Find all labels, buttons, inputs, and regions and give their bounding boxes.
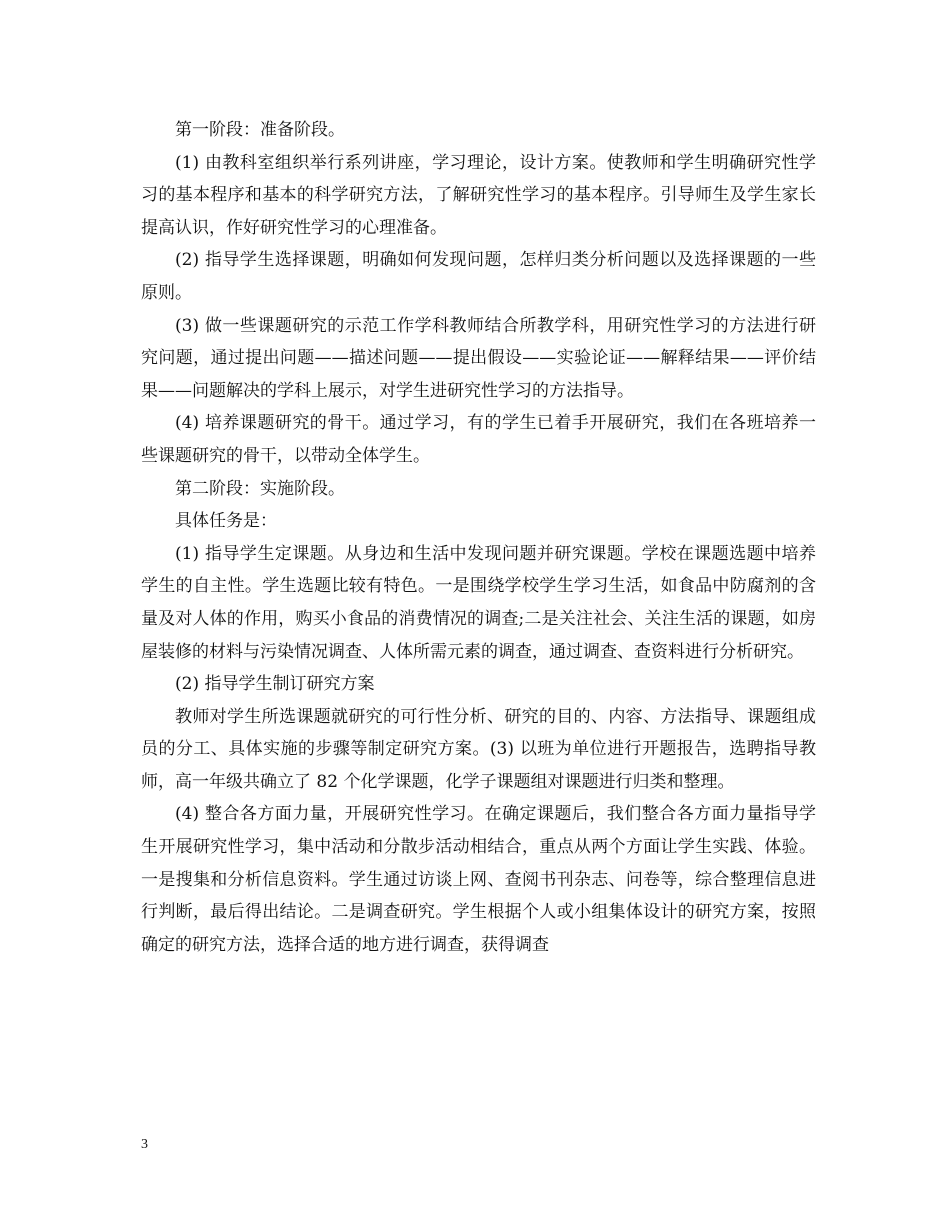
paragraph-task-2-body: 教师对学生所选课题就研究的可行性分析、研究的目的、内容、方法指导、课题组成员的分工、具体实施的步骤等制定研究方案。(3) 以班为单位进行开题报告，选聘指导教师，高一年级共确立了 82 个化学课题，化学子课题组对课题进行归类和整理。 [141,706,816,792]
paragraph-stage-one-heading: 第一阶段：准备阶段。 [175,120,345,140]
paragraph-stage-two-heading: 第二阶段：实施阶段。 [175,478,345,499]
paragraph-item-3: (3) 做一些课题研究的示范工作学科教师结合所教学科，用研究性学习的方法进行研究问题，通过提出问题——描述问题——提出假设——实验论证——解释结果——评价结果——问题解决的学科上展示，对学生进研究性学习的方法指导。 [141,315,816,401]
paragraph-tasks-intro: 具体任务是： [175,511,277,532]
paragraph-task-1: (1) 指导学生定课题。从身边和生活中发现问题并研究课题。学校在课题选题中培养学生的自主性。学生选题比较有特色。一是围绕学校学生学习生活，如食品中防腐剂的含量及对人体的作用，购买小食品的消费情况的调查;二是关注社会、关注生活的课题，如房屋装修的材料与污染情况调查、人体所需元素的调查，通过调查、查资料进行分析研究。 [141,543,816,662]
paragraph-item-4: (4) 培养课题研究的骨干。通过学习，有的学生已着手开展研究，我们在各班培养一些课题研究的骨干，以带动全体学生。 [141,413,816,466]
paragraph-task-2-heading: (2) 指导学生制订研究方案 [175,674,375,695]
document-body [141,114,816,961]
page-number: 3 [141,1137,148,1152]
paragraph-item-1: (1) 由教科室组织举行系列讲座，学习理论，设计方案。使教师和学生明确研究性学习的基本程序和基本的科学研究方法，了解研究性学习的基本程序。引导师生及学生家长提高认识，作好研究性学习的心理准备。 [141,152,816,238]
paragraph-item-2: (2) 指导学生选择课题，明确如何发现问题，怎样归类分析问题以及选择课题的一些原则。 [141,250,816,303]
paragraph-task-4: (4) 整合各方面力量，开展研究性学习。在确定课题后，我们整合各方面力量指导学生开展研究性学习，集中活动和分散步活动相结合，重点从两个方面让学生实践、体验。一是搜集和分析信息资料。学生通过访谈上网、查阅书刊杂志、问卷等，综合整理信息进行判断，最后得出结论。二是调查研究。学生根据个人或小组集体设计的研究方案，按照确定的研究方法，选择合适的地方进行调查，获得调查 [141,804,816,955]
